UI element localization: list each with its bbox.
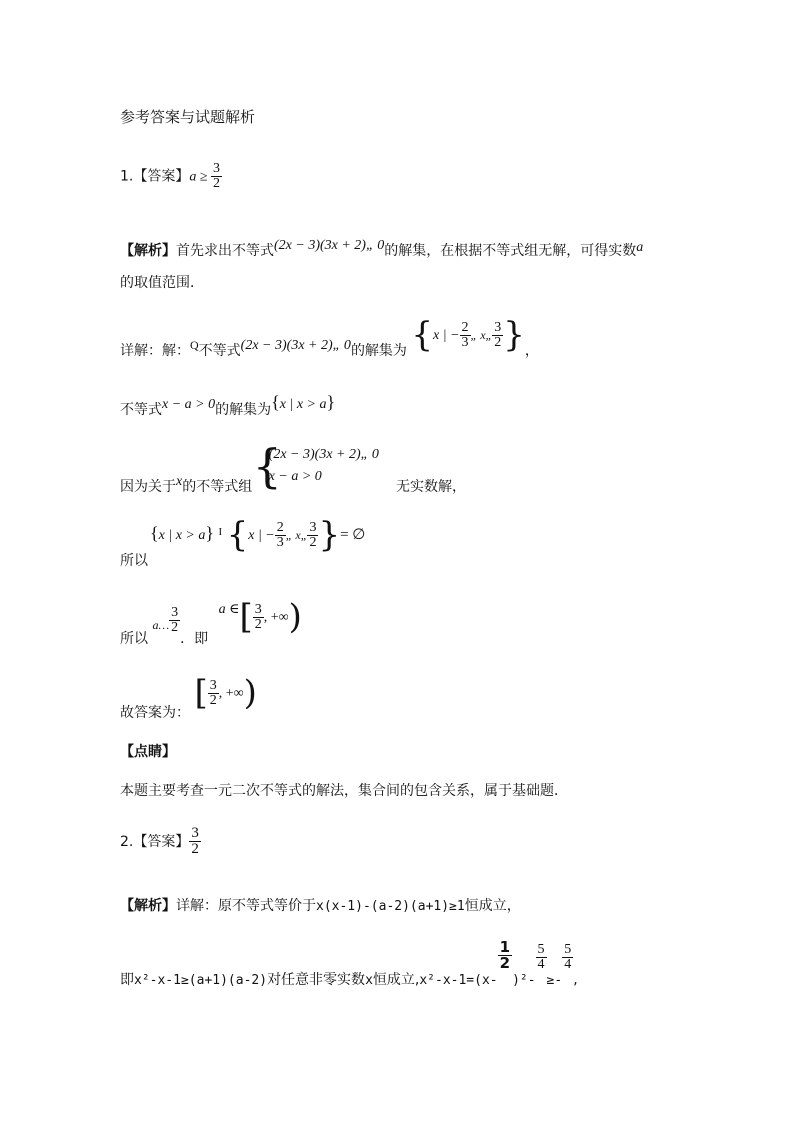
q1-ineq2-brace-open: { (271, 392, 280, 412)
so1-den-a: 3 (276, 534, 284, 550)
q2-line2-expr: x²-x-1≥(a+1)(a-2) (134, 972, 268, 988)
q1-detail-text-a: 详解：解： (120, 343, 190, 359)
so2-in: a ∈ (218, 602, 240, 617)
so1-num-b: 3 (309, 519, 317, 535)
so2-tail: , +∞ (263, 610, 289, 625)
q2-answer-num: 3 (191, 825, 199, 841)
q2-analysis-head: 【解析】 (120, 898, 176, 914)
so2-interval-fraction (253, 603, 264, 632)
q1-set2: x | x > a (279, 397, 327, 412)
so1-empty-set: = ∅ (340, 527, 366, 543)
q1-ineq2-expr: x − a > 0 (162, 397, 216, 412)
set1-brace-open: { (411, 315, 434, 355)
q2-analysis-text-a: 详解：原不等式等价于 (176, 898, 316, 914)
page-title: 参考答案与试题解析 (120, 108, 256, 126)
q1-analysis-expr: (2x − 3)(3x + 2)„ 0 (274, 238, 385, 253)
set1-num-b: 3 (494, 319, 502, 335)
so1-fraction-a (275, 521, 286, 550)
q1-final-line (120, 673, 257, 721)
q1-so2-line (120, 597, 302, 647)
so2-interval (218, 597, 302, 637)
so1-brace-open: { (150, 523, 159, 543)
final-fraction (208, 679, 219, 708)
so2-mid: ．即 (180, 630, 209, 647)
q1-answer-var: a (189, 169, 197, 185)
set1-brace-close: } (503, 315, 525, 355)
so2-bracket-open: [ (239, 597, 253, 637)
q1-so1-label: 所以 (120, 553, 148, 569)
so1-set-pre: x | − (248, 528, 275, 543)
final-interval (194, 673, 257, 713)
q1-so1-expr (150, 515, 366, 555)
q2-ge: ≥- (546, 972, 563, 988)
q1-system (252, 439, 379, 493)
q2-half-den: 2 (499, 954, 511, 972)
q1-detail-text-b: 不等式 (198, 343, 241, 359)
set1-fraction-a (460, 321, 471, 350)
set1-den-a: 3 (461, 334, 469, 350)
q1-answer-den: 2 (213, 176, 221, 191)
q2-line2-x: x (365, 972, 373, 988)
q1-system-text-b: 的不等式组 (182, 479, 253, 495)
q1-final-label: 故答案为： (120, 705, 190, 721)
q2-answer-label: 2.【答案】 (120, 833, 190, 850)
q2-answer-fraction (189, 826, 201, 857)
so1-big-brace-open: { (226, 515, 249, 555)
q2-half-num: 1 (499, 938, 511, 956)
q1-ineq2-text-a: 不等式 (120, 402, 162, 418)
q1-comment: 本题主要考查一元二次不等式的解法，集合间的包含关系，属于基础题． (120, 783, 568, 799)
so2-interval-num: 3 (254, 601, 262, 617)
set1-fraction-b (492, 321, 503, 350)
q1-so2-label: 所以 (120, 630, 148, 647)
final-paren-close: ) (243, 673, 257, 713)
q1-detail-text-c: 的解集为 (350, 343, 407, 359)
q2-f54b-den: 4 (564, 957, 572, 972)
final-num: 3 (209, 677, 217, 693)
set1-den-b: 2 (494, 334, 502, 350)
q1-detail-line (120, 315, 539, 359)
q1-analysis-text-b: 的解集，在根据不等式组无解，可得实数 (384, 243, 637, 259)
q2-f54a-den: 4 (537, 957, 545, 972)
q2-answer-line (120, 826, 201, 857)
q1-analysis-head: 【解析】 (120, 243, 176, 259)
q1-ineq2-line (120, 392, 336, 418)
q2-line2-text-a: 即 (120, 971, 134, 988)
system-line-2: x − a > 0 (268, 469, 322, 484)
final-bracket-open: [ (194, 673, 208, 713)
q1-analysis-line (120, 240, 643, 260)
q2-line-2 (120, 938, 578, 988)
so2-fraction (169, 606, 180, 635)
system-brace-icon: { (252, 439, 282, 493)
q2-f54a-num: 5 (537, 942, 545, 957)
q1-detail-expr: (2x − 3)(3x + 2)„ 0 (240, 338, 351, 353)
so1-set2: x | x > a (158, 528, 206, 543)
q1-answer-fraction (211, 162, 222, 191)
q1-answer-num: 3 (213, 161, 221, 176)
q1-comment-head: 【点睛】 (120, 744, 176, 760)
final-tail: , +∞ (218, 686, 244, 701)
so1-num-a: 2 (276, 519, 284, 535)
q1-system-text-c: 无实数解， (396, 479, 466, 495)
q1-answer-line (120, 162, 222, 191)
q2-five-fourths-b (562, 943, 573, 972)
q2-five-fourths-a (536, 943, 547, 972)
q1-system-line (120, 439, 383, 495)
q1-answer-label: 1.【答案】 (120, 168, 190, 185)
final-den: 2 (209, 692, 217, 708)
so1-big-brace-close: } (318, 515, 341, 555)
set1-pre: x | − (433, 328, 460, 343)
set1-num-a: 2 (461, 319, 469, 335)
so2-num: 3 (171, 605, 179, 620)
q1-ineq2-text-b: 的解集为 (215, 402, 272, 418)
q1-system-var: x (176, 474, 183, 489)
q1-analysis-text-a: 首先求出不等式 (176, 243, 274, 259)
q1-system-text-a: 因为关于 (120, 479, 176, 495)
so1-brace-close: } (205, 523, 215, 543)
q2-half-fraction (498, 940, 512, 971)
q2-answer-den: 2 (191, 841, 199, 857)
q2-f54b-num: 5 (564, 942, 572, 957)
q2-analysis-line (120, 895, 521, 915)
q2-line2-text-b: 对任意非零实数 (267, 971, 366, 988)
so2-a: a… (152, 617, 170, 632)
so1-fraction-b (307, 521, 318, 550)
q2-line2-end: , (573, 971, 578, 988)
q1-detail-comma: ， (524, 343, 539, 359)
so1-den-b: 2 (309, 534, 317, 550)
q1-set1 (411, 315, 525, 355)
so1-intersect: I (218, 526, 223, 538)
q1-analysis-var: a (636, 240, 644, 255)
so2-den: 2 (171, 620, 179, 635)
q2-analysis-text-b: 恒成立， (464, 898, 521, 914)
q1-answer-rel: ≥ (196, 169, 212, 185)
so1-mid: „ x„ (285, 528, 308, 542)
q2-line2-text-c: 恒成立, (372, 971, 420, 988)
q2-line2-sq: )²- (512, 972, 536, 988)
q2-analysis-expr: x(x-1)-(a-2)(a+1)≥1 (316, 899, 465, 914)
set1-mid: „ x„ (470, 328, 493, 342)
so2-interval-den: 2 (254, 616, 262, 632)
q1-ineq2-brace-close: } (326, 392, 336, 412)
q1-analysis-line-2: 的取值范围． (120, 275, 204, 291)
q1-detail-because: Q (190, 338, 199, 352)
q2-line2-expr2: x²-x-1=(x- (419, 972, 498, 988)
system-line-1: (2x − 3)(3x + 2)„ 0 (268, 447, 379, 462)
so2-paren-close: ) (288, 597, 302, 637)
q1-so1-line (120, 520, 148, 569)
